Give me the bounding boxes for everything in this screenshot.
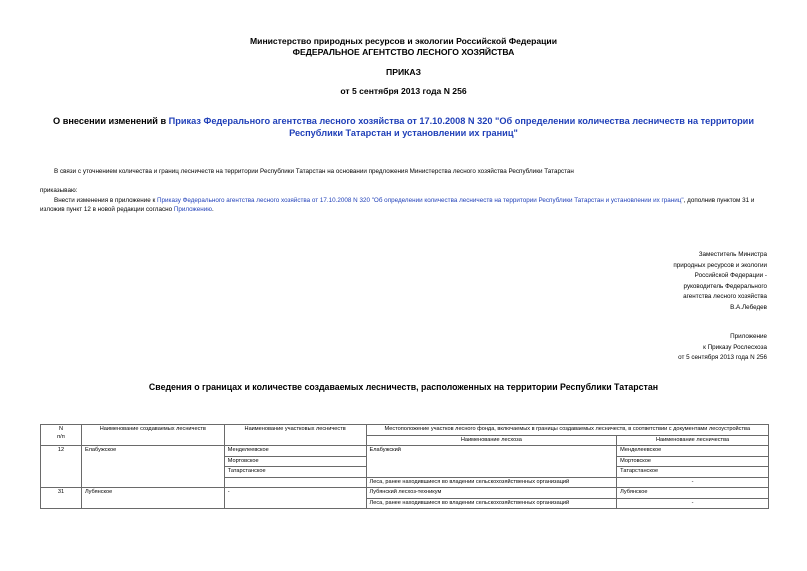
agency-name: ФЕДЕРАЛЬНОЕ АГЕНТСТВО ЛЕСНОГО ХОЗЯЙСТВА [292, 47, 515, 57]
row-forestry: Мортовское [617, 456, 769, 467]
table-row [41, 446, 769, 457]
order-word: приказываю: [40, 187, 78, 194]
document-type: ПРИКАЗ [386, 67, 421, 77]
document-title [50, 115, 757, 139]
p1-appendix-link[interactable]: Приложению [173, 206, 212, 213]
table-row [41, 488, 769, 499]
appendix-line: Приложение [730, 333, 767, 340]
title-prefix: О внесении изменений в [53, 116, 169, 126]
header-number: N п/п [41, 425, 82, 446]
appendix-block [678, 332, 767, 364]
p1-mid: , дополнив пунктом 31 и изложив пункт 12 в новой редакции согласно [40, 197, 755, 213]
header-leshoz: Наименование лесхоза [366, 435, 617, 446]
header-district-name: Наименование участковых лесничеств [224, 425, 366, 446]
header-forestry: Наименование лесничества [617, 435, 769, 446]
row-forestry-name: Лубянское [81, 488, 224, 509]
order-paragraph [40, 196, 770, 214]
signature-line: Заместитель Министра [698, 251, 767, 258]
table-header-row [41, 425, 769, 436]
header-forestry-name: Наименование создаваемых лесничеств [81, 425, 224, 446]
signature-block [673, 250, 767, 314]
intro-paragraph: В связи с уточнением количества и границ лесничеств на территории Республики Татарстан на основании предложения Министерства лесного хозяйства Республики Татарстан [54, 168, 574, 175]
header-location: Местоположение участков лесного фонда, включаемых в границы создаваемых лесничеств, в соответствии с документами лесоустройства [366, 425, 768, 436]
row-district: - [224, 488, 366, 509]
row-agri-lands: Леса, ранее находившиеся во владении сельскохозяйственных организаций [366, 477, 617, 488]
signature-line: Российской Федерации - [694, 272, 767, 280]
row-district: Мортовское [224, 456, 366, 467]
signature-line: природных ресурсов и экологии [673, 261, 767, 269]
row-forestry: Татарстанское [617, 467, 769, 478]
document-date-number: от 5 сентября 2013 года N 256 [340, 86, 467, 96]
appendix-line: к Приказу Рослесхоза [703, 343, 767, 351]
row-leshoz: Елабужский [366, 446, 617, 478]
p1-end: . [211, 206, 214, 213]
appendix-heading: Сведения о границах и количестве создаваемых лесничеств, расположенных на территории Республики Татарстан [148, 382, 659, 392]
signature-line: В.А.Лебедев [730, 303, 767, 311]
row-forestry: Лубянское [617, 488, 769, 499]
ministry-name: Министерство природных ресурсов и экологии Российской Федерации [250, 36, 557, 46]
title-order-link[interactable]: Приказ Федерального агентства лесного хозяйства от 17.10.2008 N 320 "Об определении количества лесничеств на территории Республики Татарстан и установлении их границ" [168, 116, 754, 138]
row-agri-value: - [617, 498, 769, 509]
row-district: Менделеевское [224, 446, 366, 457]
row-district-empty [224, 477, 366, 488]
p1-prefix: Внести изменения в приложение к [54, 197, 158, 204]
forestry-table [40, 424, 769, 509]
signature-line: агентства лесного хозяйства [683, 293, 767, 301]
row-leshoz: Лубянский лесхоз-техникум [366, 488, 617, 499]
row-number: 31 [41, 488, 82, 509]
row-number: 12 [41, 446, 82, 488]
row-forestry-name: Елабужское [81, 446, 224, 488]
row-agri-value: - [617, 477, 769, 488]
row-forestry: Менделеевское [617, 446, 769, 457]
row-district: Татарстанское [224, 467, 366, 478]
p1-order-link[interactable]: Приказу Федерального агентства лесного хозяйства от 17.10.2008 N 320 "Об определении количества лесничеств на территории Республики Татарстан и установлении их границ" [157, 197, 684, 204]
appendix-line: от 5 сентября 2013 года N 256 [678, 354, 767, 362]
signature-line: руководитель Федерального [683, 282, 767, 290]
row-agri-lands: Леса, ранее находившиеся во владении сельскохозяйственных организаций [366, 498, 617, 509]
